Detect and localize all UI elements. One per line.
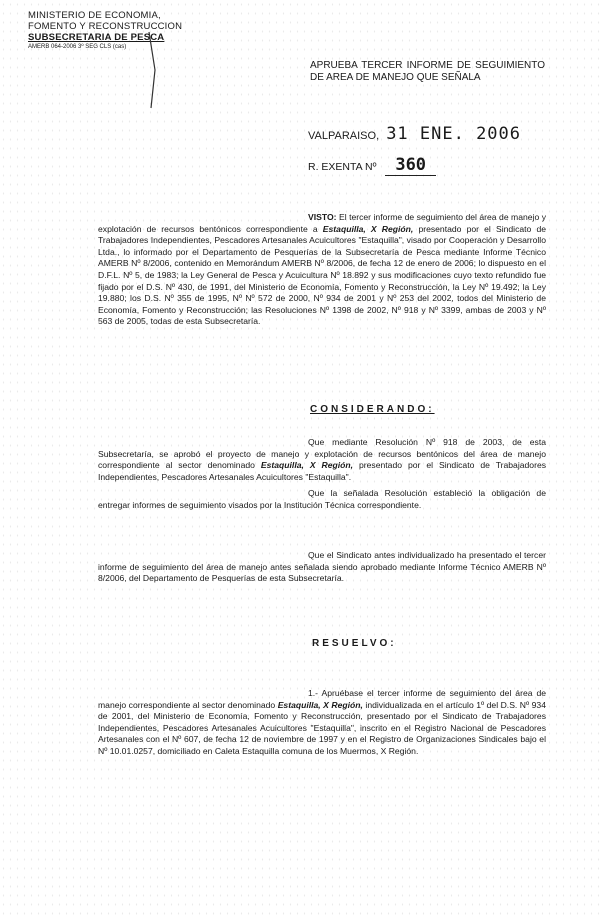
document-title: APRUEBA TERCER INFORME DE SEGUIMIENTO DE AREA DE MANEJO QUE SEÑALA [310, 60, 545, 83]
considerando-3 [98, 550, 546, 585]
considerando-1-text-a: Que mediante Resolución Nº 918 de 2003, de esta Subsecretaría, se aprobó el proyecto de manejo y explotación de recursos bentónicos del área de manejo correspondiente al sector denominado [98, 437, 546, 471]
considerando-2-text: Que la señalada Resolución estableció la obligación de entregar informes de seguimiento visados por la Institución Técnica correspondiente. [98, 488, 546, 510]
subsecretaria-name: SUBSECRETARIA DE PESCA [28, 32, 165, 43]
considerando-3-text: Que el Sindicato antes individualizado ha presentado el tercer informe de seguimiento del área de manejo antes señalada siendo aprobado mediante Informe Técnico AMERB Nº 8/2006, del Departamento de Pesquerías de esta Subsecretaría. [98, 550, 546, 584]
date-stamp: 31 ENE. 2006 [386, 124, 522, 144]
ministry-name: MINISTERIO DE ECONOMIA, [28, 10, 161, 21]
resolution-label: R. EXENTA Nº [308, 161, 377, 173]
resuelvo-1 [98, 688, 546, 758]
considerando-2 [98, 488, 546, 511]
visto-text-2: presentado por el Sindicato de Trabajadores Independientes, Pescadores Artesanales Acuicultores "Estaquilla", visado por Cooperación y Desarrollo Ltda., lo informado por el Departamento de Pesquerías de la Subsecretaría de Pesca mediante Informe Técnico AMERB Nº 8/2006, contenido en Memorándum AMERB Nº 8/2006, de fecha 12 de enero de 2006; lo dispuesto en el D.F.L. Nº 5, de 1983; la Ley General de Pesca y Acuicultura Nº 18.892 y sus modificaciones cuyo texto refundido fue fijado por el D.S. Nº 430, de 1991, del Ministerio de Economía, Fomento y Reconstrucción, la Ley Nº 19.492; la Ley 19.880; los D.S. Nº 355 de 1995, Nº Nº 572 de 2000, Nº 934 de 2001 y Nº 253 del 2002, todos del Ministerio de Economía, Fomento y Reconstrucción; las Resoluciones Nº 1398 de 2002, Nº 918 y Nº 3399, ambas de 2003 y Nº 563 de 2005, todas de esta Subsecretaría. [98, 223, 547, 327]
visto-sector: Estaquilla, X Región, [322, 223, 414, 234]
ministry-name-line2: FOMENTO Y RECONSTRUCCION [28, 21, 183, 32]
resolution-number-line [308, 155, 436, 175]
resolution-number: 360 [385, 155, 436, 176]
visto-lead: VISTO: [308, 212, 337, 222]
file-reference: AMERB 064-2006 3º SEG CLS (cas) [28, 44, 127, 50]
handwritten-mark-icon [146, 30, 160, 110]
considerando-1-text-b: presentado por el Sindicato de Trabajadores Independientes, Pescadores Artesanales Acuicultores "Estaquilla". [98, 460, 547, 482]
place-and-date [308, 124, 521, 144]
letterhead [28, 10, 198, 51]
resuelvo-heading: RESUELVO: [312, 638, 397, 649]
visto-text-1: El tercer informe de seguimiento del área de manejo y explotación de recursos bentónicos correspondiente a [98, 212, 547, 234]
resuelvo-1-sector: Estaquilla, X Región, [277, 699, 363, 710]
visto-paragraph [98, 212, 546, 328]
considerando-1 [98, 437, 546, 483]
considerando-heading: CONSIDERANDO: [310, 404, 435, 415]
resuelvo-1-text-b: individualizada en el artículo 1º del D.S. Nº 934 de 2001, del Ministerio de Economía, Fomento y Reconstrucción, presentado por el Sindicato de Trabajadores Independientes, Pescadores Artesanales Acuicultores "Estaquilla", inscrito en el Registro Nacional de Pescadores Artesanales con el Nº 607, de fecha 12 de noviembre de 1997 y en el Registro de Organizaciones Sindicales bajo el Nº 10.01.0257, domiciliado en Caleta Estaquilla comuna de los Muermos, X Región. [98, 699, 546, 756]
considerando-1-sector: Estaquilla, X Región, [260, 460, 354, 471]
resuelvo-1-text-a: 1.- Apruébase el tercer informe de seguimiento del área de manejo correspondiente al sector denominado [98, 688, 546, 710]
place-label: VALPARAISO, [308, 130, 380, 142]
